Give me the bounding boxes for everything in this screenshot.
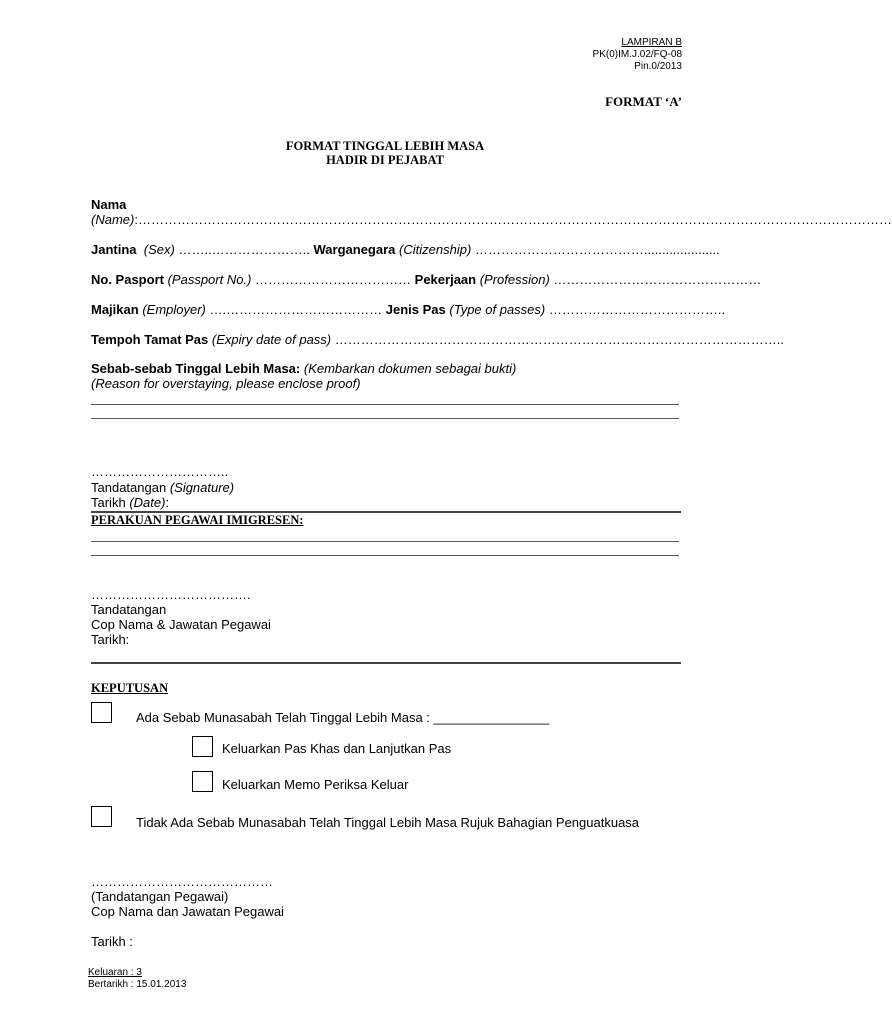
sub1-label: Keluarkan Pas Khas dan Lanjutkan Pas bbox=[222, 741, 452, 756]
expiry-row bbox=[91, 332, 784, 347]
sub2-checkbox[interactable] bbox=[192, 771, 213, 792]
employer-passtype-row bbox=[91, 302, 725, 317]
section-divider-2 bbox=[91, 662, 681, 664]
officer-tarikh: Tarikh : bbox=[91, 934, 133, 949]
name-en-label: (Name) bbox=[91, 212, 135, 227]
format-label: FORMAT ‘A’ bbox=[605, 94, 682, 109]
reason-line-2[interactable] bbox=[91, 418, 679, 419]
sub2-label: Keluarkan Memo Periksa Keluar bbox=[222, 777, 409, 792]
reference-code: PK(0)IM.J.02/FQ-08 bbox=[592, 49, 682, 60]
profession-label: (Profession) bbox=[479, 272, 550, 287]
date-en-label: (Date) bbox=[129, 495, 166, 510]
pekerjaan-label: Pekerjaan bbox=[414, 272, 477, 287]
form-title-line1: FORMAT TINGGAL LEBIH MASA bbox=[285, 139, 485, 153]
profession-field[interactable]: ………………………………………… bbox=[553, 272, 762, 287]
officer-cop: Cop Nama dan Jawatan Pegawai bbox=[91, 904, 284, 919]
option1-label: Ada Sebab Munasabah Telah Tinggal Lebih Masa : ________________ bbox=[136, 710, 550, 725]
sub1-checkbox[interactable] bbox=[192, 736, 213, 757]
citizenship-label: (Citizenship) bbox=[399, 242, 472, 257]
signature-en-label: (Signature) bbox=[169, 480, 235, 495]
warganegara-label: Warganegara bbox=[313, 242, 396, 257]
lampiran-label: LAMPIRAN B bbox=[621, 37, 682, 48]
name-dots: :………………………………………………………………………………………………………………………………………………………… bbox=[134, 212, 892, 227]
reason-en-label: (Reason for overstaying, please enclose proof) bbox=[91, 376, 361, 391]
keluaran-label: Keluaran : 3 bbox=[88, 967, 142, 978]
perakuan-tarikh: Tarikh: bbox=[91, 632, 130, 647]
perakuan-heading: PERAKUAN PEGAWAI IMIGRESEN: bbox=[91, 513, 304, 527]
employer-label: (Employer) bbox=[142, 302, 206, 317]
tandatangan-label: Tandatangan bbox=[91, 480, 167, 495]
date-colon: : bbox=[165, 495, 170, 510]
option2-checkbox[interactable] bbox=[91, 806, 112, 827]
pass-type-field[interactable]: ………………………………….. bbox=[548, 302, 726, 317]
type-passes-label: (Type of passes) bbox=[449, 302, 546, 317]
option1-checkbox[interactable] bbox=[91, 702, 112, 723]
reason-heading bbox=[91, 361, 516, 376]
signature-label-row bbox=[91, 480, 234, 495]
sebab-note: (Kembarkan dokumen sebagai bukti) bbox=[303, 361, 517, 376]
officer-signature-field-2[interactable]: …………………………………… bbox=[91, 874, 273, 889]
keputusan-heading: KEPUTUSAN bbox=[91, 681, 169, 695]
perakuan-line-2[interactable] bbox=[91, 555, 679, 556]
option2-label: Tidak Ada Sebab Munasabah Telah Tinggal Lebih Masa Rujuk Bahagian Penguatkuasa bbox=[136, 815, 640, 830]
jantina-label: Jantina bbox=[91, 242, 137, 257]
bertarikh-label: Bertarikh : 15.01.2013 bbox=[88, 979, 187, 990]
expiry-label: (Expiry date of pass) bbox=[211, 332, 332, 347]
majikan-label: Majikan bbox=[91, 302, 139, 317]
perakuan-tandatangan: Tandatangan bbox=[91, 602, 167, 617]
sex-citizenship-row bbox=[91, 242, 720, 257]
citizenship-field[interactable]: …………………………………..................... bbox=[474, 242, 720, 257]
employer-field[interactable]: ….……………………………… bbox=[209, 302, 383, 317]
nama-label: Nama bbox=[91, 197, 127, 212]
sebab-label: Sebab-sebab Tinggal Lebih Masa: bbox=[91, 361, 301, 376]
tempoh-label: Tempoh Tamat Pas bbox=[91, 332, 209, 347]
perakuan-cop: Cop Nama & Jawatan Pegawai bbox=[91, 617, 271, 632]
perakuan-line-1[interactable] bbox=[91, 541, 679, 542]
pasport-label: No. Pasport bbox=[91, 272, 164, 287]
officer-tandatangan: (Tandatangan Pegawai) bbox=[91, 889, 229, 904]
sex-label: (Sex) bbox=[143, 242, 175, 257]
passport-profession-row bbox=[91, 272, 761, 287]
date-label-row bbox=[91, 495, 169, 510]
tarikh-label: Tarikh bbox=[91, 495, 126, 510]
form-title-line2: HADIR DI PEJABAT bbox=[326, 153, 444, 167]
sex-field[interactable]: ……..………………….. bbox=[178, 242, 310, 257]
expiry-field[interactable]: ………………………………………………………………………………………….. bbox=[334, 332, 784, 347]
officer-signature-field-1[interactable]: ………………………………. bbox=[91, 587, 251, 602]
passport-en-label: (Passport No.) bbox=[167, 272, 252, 287]
pin-number: Pin.0/2013 bbox=[634, 61, 682, 72]
jenis-pas-label: Jenis Pas bbox=[385, 302, 446, 317]
passport-field[interactable]: ……………………………… bbox=[255, 272, 412, 287]
reason-line-1[interactable] bbox=[91, 404, 679, 405]
name-field[interactable] bbox=[91, 212, 892, 227]
applicant-signature-field[interactable]: ………………………….. bbox=[91, 464, 229, 479]
